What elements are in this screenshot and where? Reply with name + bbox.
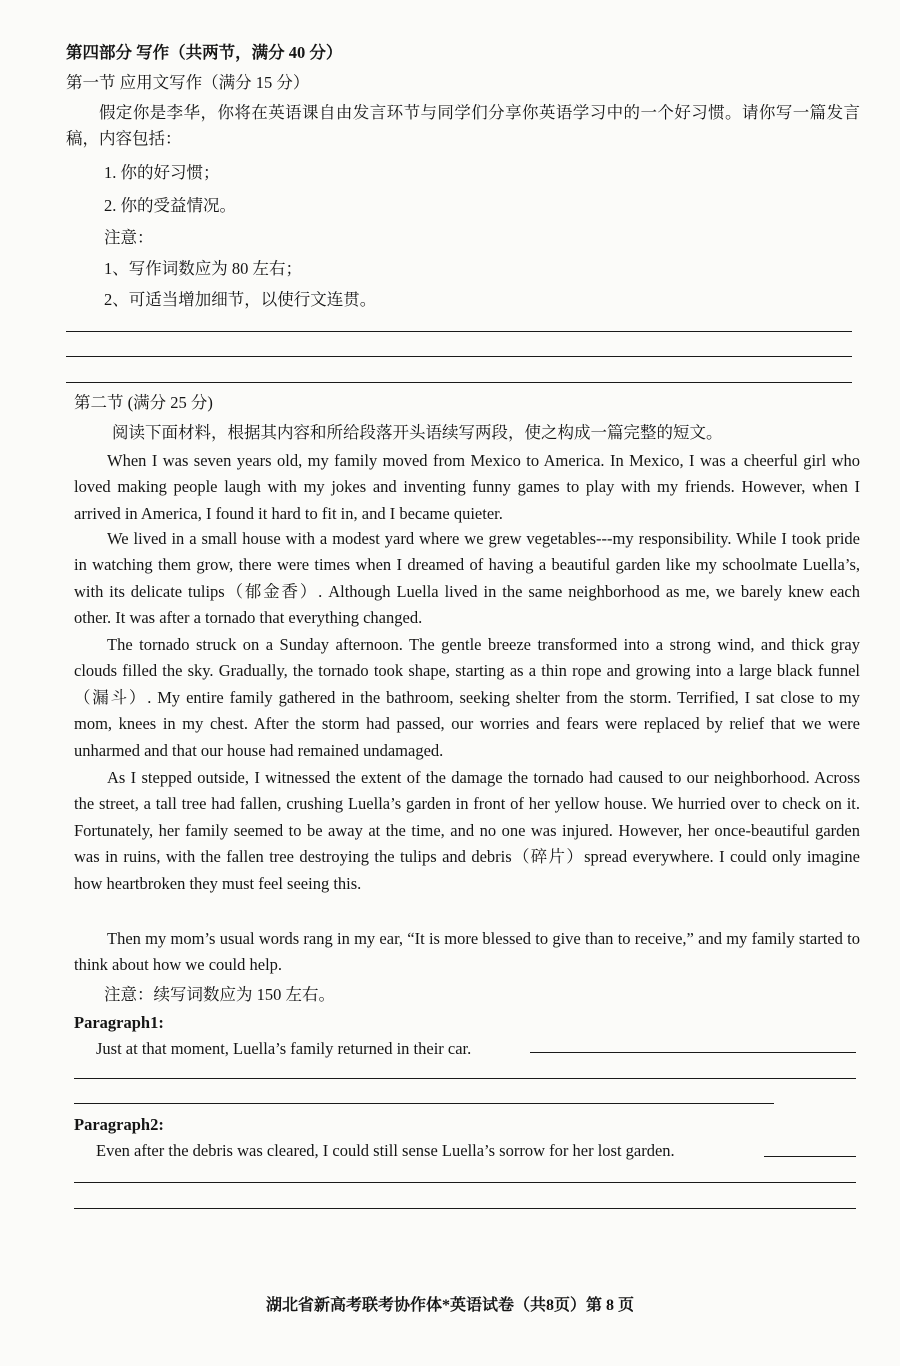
- section1-item-1: 1. 你的好习惯；: [104, 163, 220, 182]
- paragraph1-label: Paragraph1:: [74, 1013, 164, 1032]
- story-paragraph: As I stepped outside, I witnessed the extent of the damage the tornado had caused to our neighborhood. Across the street, a tall tree had fallen, crushing Luella’s garden in front of her yellow house. We hurried over to check on it. Fortunately, her family seemed to be away at the time, and no one was injured. However, her once-beautiful garden was in ruins, with the fallen tree destroying the tulips and debris（碎片）spread everywhere. I could only imagine how heartbroken they must feel seeing this.: [74, 768, 860, 893]
- paragraph2-start: Even after the debris was cleared, I could still sense Luella’s sorrow for her lost garden.: [96, 1141, 675, 1160]
- answer-line: [74, 1103, 774, 1104]
- story-paragraph: Then my mom’s usual words rang in my ear, “It is more blessed to give than to receive,” and my family started to think about how we could help.: [74, 929, 860, 975]
- story-paragraph: The tornado struck on a Sunday afternoon. The gentle breeze transformed into a strong wind, and thick gray clouds filled the sky. Gradually, the tornado took shape, starting as a thin rope and growing into a large black funnel（漏斗）. My entire family gathered in the bathroom, seeking shelter from the storm. Terrified, I sat close to my mom, knees in my chest. After the storm had passed, our worries and fears were replaced by relief that we were unharmed and that our house had remained undamaged.: [74, 635, 860, 760]
- section2-note: 注意：续写词数应为 150 左右。: [104, 985, 335, 1004]
- answer-line: [530, 1052, 856, 1053]
- answer-line: [74, 1078, 856, 1079]
- story-paragraph: When I was seven years old, my family moved from Mexico to America. In Mexico, I was a cheerful girl who loved making people laugh with my jokes and inventing funny games to play with my friends. However, when I arrived in America, I found it hard to fit in, and I became quieter.: [74, 451, 860, 523]
- section1-note-1: 1、写作词数应为 80 左右；: [104, 259, 302, 278]
- section1-prompt: 假定你是李华，你将在英语课自由发言环节与同学们分享你英语学习中的一个好习惯。请你写一篇发言稿，内容包括：: [66, 103, 860, 149]
- paragraph2-label: Paragraph2:: [74, 1115, 164, 1134]
- answer-line: [74, 1182, 856, 1183]
- answer-line: [66, 331, 852, 332]
- answer-line: [66, 356, 852, 357]
- page-footer: 湖北省新高考联考协作体*英语试卷（共8页）第 8 页: [265, 1297, 634, 1314]
- part-heading: 第四部分 写作（共两节，满分 40 分）: [66, 43, 343, 62]
- answer-line: [74, 1208, 856, 1209]
- answer-line: [66, 382, 852, 383]
- section2-instruction: 阅读下面材料，根据其内容和所给段落开头语续写两段，使之构成一篇完整的短文。: [112, 423, 723, 442]
- section2-heading: 第二节 (满分 25 分): [74, 393, 213, 412]
- story-paragraph: We lived in a small house with a modest yard where we grew vegetables---my responsibility. While I took pride in watching them grow, there were times when I dreamed of having a beautiful garden like my schoolmate Luella’s, with its delicate tulips（郁金香）. Although Luella lived in the same neighborhood as me, we barely knew each other. It was after a tornado that everything changed.: [74, 529, 860, 628]
- section1-note-2: 2、可适当增加细节，以使行文连贯。: [104, 290, 377, 309]
- section1-note-label: 注意：: [104, 228, 154, 247]
- answer-line: [764, 1156, 856, 1157]
- section1-item-2: 2. 你的受益情况。: [104, 196, 236, 215]
- paragraph1-start: Just at that moment, Luella’s family returned in their car.: [96, 1039, 472, 1058]
- section1-heading: 第一节 应用文写作（满分 15 分）: [66, 73, 310, 92]
